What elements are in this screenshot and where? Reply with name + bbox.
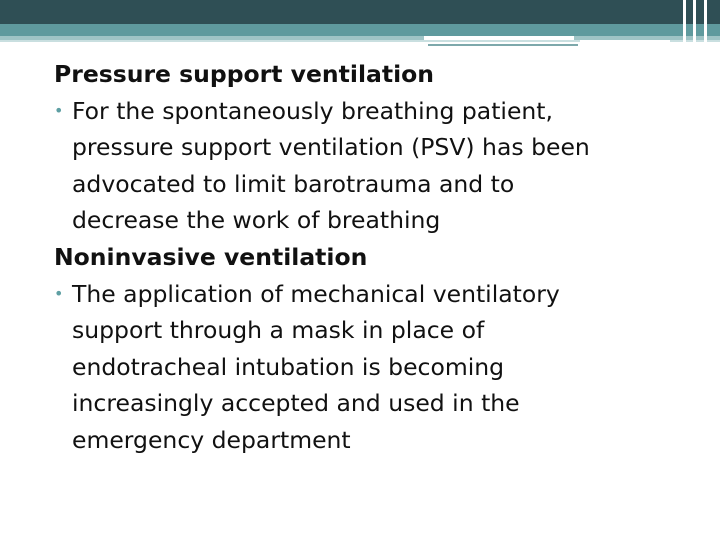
bullet-text-line: For the spontaneously breathing patient,	[72, 96, 553, 125]
bullet-dot-icon: •	[54, 283, 64, 303]
banner-accent-bar	[428, 44, 578, 46]
bullet-text-line: The application of mechanical ventilatory	[72, 279, 560, 308]
bullet-item	[54, 276, 694, 459]
section-heading: Noninvasive ventilation	[54, 242, 368, 271]
bullet-dot-icon: •	[54, 100, 64, 120]
banner-band-dark	[0, 0, 720, 24]
banner-accent-bar	[424, 36, 574, 40]
bullet-item	[54, 93, 694, 239]
bullet-text-line: increasingly accepted and used in the	[72, 389, 520, 418]
banner-stripe	[704, 0, 707, 50]
bullet-text-line: support through a mask in place of	[72, 316, 485, 345]
bullet-text-line: decrease the work of breathing	[72, 206, 441, 235]
bullet-text-line: pressure support ventilation (PSV) has been	[72, 133, 590, 162]
section-heading: Pressure support ventilation	[54, 60, 435, 88]
banner-stripe	[693, 0, 696, 50]
bullet-text-line: endotracheal intubation is becoming	[72, 352, 505, 381]
banner-accent-bar	[580, 40, 670, 43]
banner-stripe	[683, 0, 686, 50]
bullet-text-line: advocated to limit barotrauma and to	[72, 169, 515, 198]
bullet-text-line: emergency department	[72, 425, 351, 454]
top-banner	[0, 0, 720, 50]
slide-content	[54, 56, 694, 459]
banner-band-teal	[0, 24, 720, 36]
